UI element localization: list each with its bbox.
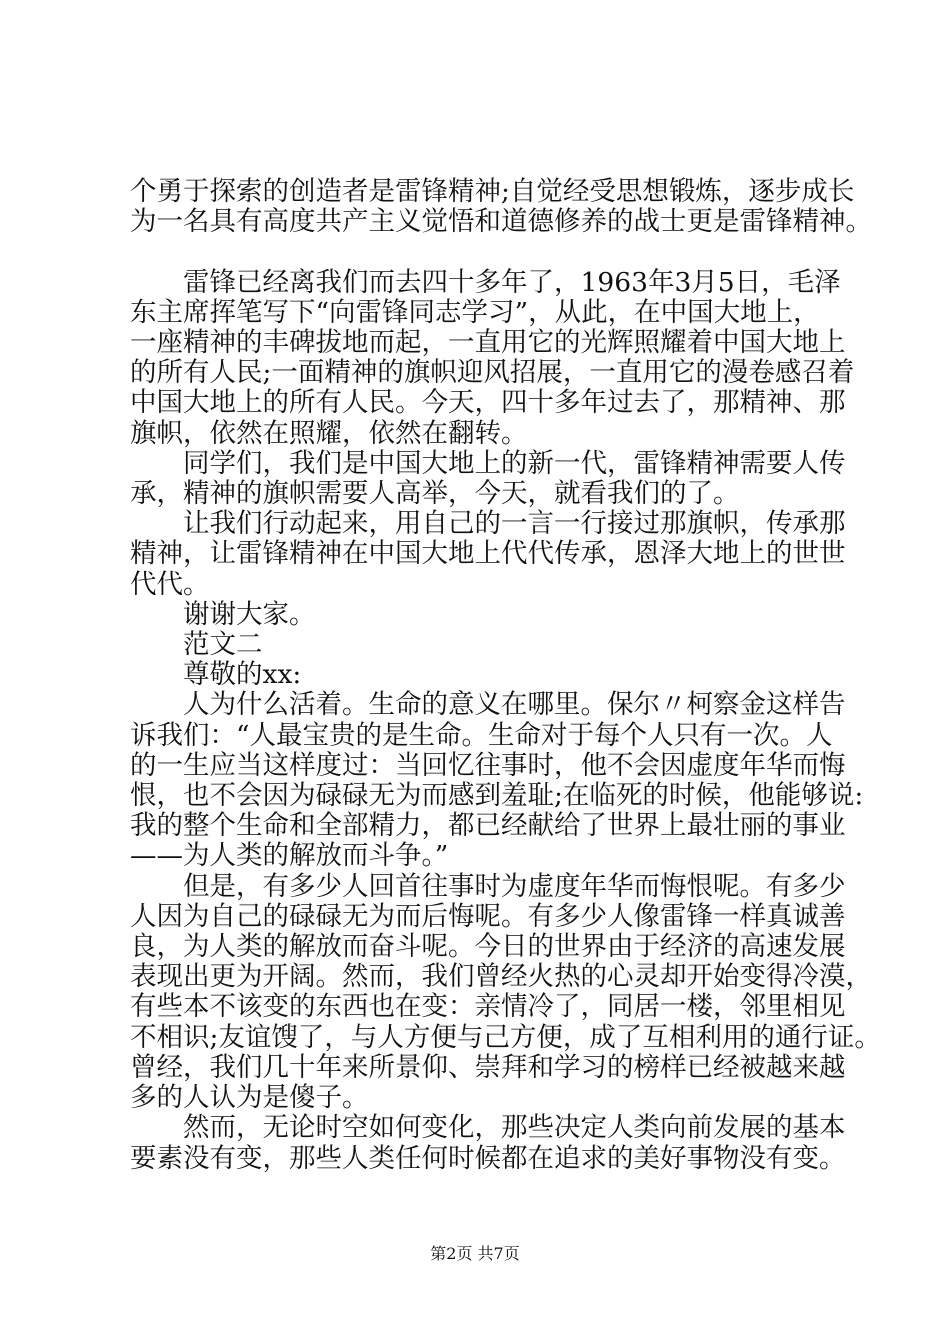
text-line: 恨，也不会因为碌碌无为而感到羞耻;在临死的时候，他能够说: (130, 780, 864, 812)
section-heading: 范文二 (130, 629, 263, 661)
text-line: 一座精神的丰碑拔地而起，一直用它的光辉照耀着中国大地上 (130, 327, 846, 359)
text-line: 诉我们：“人最宝贵的是生命。生命对于每个人只有一次。人 (130, 719, 833, 751)
text-line: ——为人类的解放而斗争。” (130, 840, 449, 872)
text-line: 中国大地上的所有人民。今天，四十多年过去了，那精神、那 (130, 387, 846, 419)
text-line: 承，精神的旗帜需要人高举，今天，就看我们的了。 (130, 478, 740, 510)
text-line: 良，为人类的解放而奋斗呢。今日的世界由于经济的高速发展 (130, 931, 846, 963)
text-line: 多的人认为是傻子。 (130, 1082, 369, 1114)
blank-line (130, 237, 842, 267)
text-line: 我的整个生命和全部精力，都已经献给了世界上最壮丽的事业 (130, 810, 846, 842)
text-line: 不相识;友谊馊了，与人方便与己方便，成了互相利用的通行证。 (130, 1021, 881, 1053)
text-line: 的所有人民;一面精神的旗帜迎风招展，一直用它的漫卷感召着 (130, 357, 855, 389)
text-line: 曾经，我们几十年来所景仰、崇拜和学习的榜样已经被越来越 (130, 1051, 846, 1083)
text-line: 有些本不该变的东西也在变：亲情冷了，同居一楼，邻里相见 (130, 991, 846, 1023)
salutation: 尊敬的xx: (130, 659, 302, 691)
text-line: 人为什么活着。生命的意义在哪里。保尔〃柯察金这样告 (130, 689, 846, 721)
text-line: 东主席挥笔写下“向雷锋同志学习”，从此，在中国大地上， (130, 296, 820, 328)
text-line: 人因为自己的碌碌无为而后悔呢。有多少人像雷锋一样真诚善 (130, 900, 846, 932)
text-line: 让我们行动起来，用自己的一言一行接过那旗帜，传承那 (130, 508, 846, 540)
text-line: 的一生应当这样度过：当回忆往事时，他不会因虚度年华而悔 (130, 749, 846, 781)
text-line: 谢谢大家。 (130, 598, 316, 630)
text-line: 精神，让雷锋精神在中国大地上代代传承，恩泽大地上的世世 (130, 538, 846, 570)
text-line: 表现出更为开阔。然而，我们曾经火热的心灵却开始变得冷漠， (130, 961, 872, 993)
text-line: 旗帜，依然在照耀，依然在翻转。 (130, 417, 528, 449)
text-line: 然而，无论时空如何变化，那些决定人类向前发展的基本 (130, 1112, 846, 1144)
text-line: 雷锋已经离我们而去四十多年了，1963年3月5日，毛泽 (130, 266, 841, 298)
text-line: 但是，有多少人回首往事时为虚度年华而悔恨呢。有多少 (130, 870, 846, 902)
text-line: 要素没有变，那些人类任何时候都在追求的美好事物没有变。 (130, 1142, 846, 1174)
page-footer: 第2页 共7页 (430, 1244, 520, 1263)
document-body (130, 176, 881, 1174)
text-line: 个勇于探索的创造者是雷锋精神;自觉经受思想锻炼，逐步成长 (130, 176, 855, 207)
text-line: 同学们，我们是中国大地上的新一代，雷锋精神需要人传 (130, 447, 846, 479)
text-line: 为一名具有高度共产主义觉悟和道德修养的战士更是雷锋精神。 (130, 206, 872, 238)
text-line: 代代。 (130, 568, 210, 600)
